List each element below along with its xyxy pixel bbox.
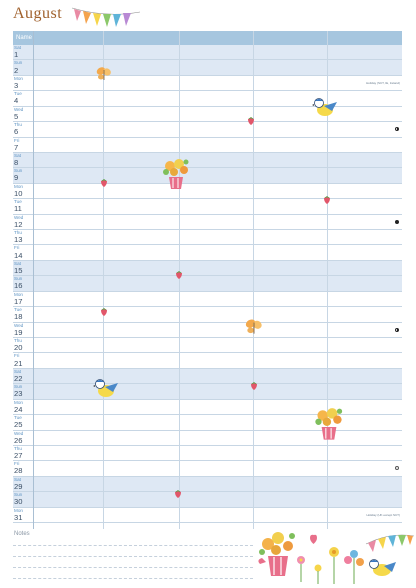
day-row[interactable] bbox=[13, 60, 402, 75]
weekday-label: Thu bbox=[14, 445, 22, 451]
day-row[interactable] bbox=[13, 384, 402, 399]
weekday-label: Mon bbox=[14, 399, 23, 405]
weekday-label: Sat bbox=[14, 45, 21, 50]
date-number: 3 bbox=[14, 80, 19, 90]
weekday-label: Tue bbox=[14, 307, 22, 313]
holiday-note: Holiday (UK except SCT) bbox=[366, 512, 400, 517]
day-label bbox=[14, 431, 33, 445]
day-row[interactable] bbox=[13, 461, 402, 476]
day-label bbox=[14, 477, 33, 491]
weekday-label: Tue bbox=[14, 91, 22, 97]
date-number: 11 bbox=[14, 204, 22, 214]
flower-pot-icon bbox=[310, 406, 348, 446]
date-number: 10 bbox=[14, 188, 23, 198]
day-label bbox=[14, 184, 33, 198]
strawberry-icon bbox=[100, 308, 108, 316]
day-label bbox=[14, 338, 33, 352]
day-label bbox=[14, 60, 33, 74]
day-row[interactable] bbox=[13, 168, 402, 183]
day-row[interactable] bbox=[13, 245, 402, 260]
day-row[interactable] bbox=[13, 492, 402, 507]
column-divider bbox=[33, 31, 34, 529]
day-label bbox=[14, 446, 33, 460]
day-row[interactable] bbox=[13, 369, 402, 384]
column-header-row bbox=[13, 31, 402, 45]
day-label bbox=[14, 215, 33, 229]
notes-line[interactable] bbox=[13, 578, 253, 579]
weekday-label: Thu bbox=[14, 230, 22, 236]
column-divider bbox=[103, 31, 104, 529]
date-number: 31 bbox=[14, 512, 23, 522]
day-label bbox=[14, 107, 33, 121]
name-header: Name bbox=[16, 35, 33, 41]
date-number: 13 bbox=[14, 235, 23, 245]
notes-label: Notes bbox=[14, 531, 30, 537]
day-label bbox=[14, 353, 33, 367]
day-row[interactable] bbox=[13, 477, 402, 492]
butterfly-icon bbox=[244, 317, 264, 337]
weekday-label: Wed bbox=[14, 106, 24, 112]
weekday-label: Sat bbox=[14, 368, 21, 374]
weekday-label: Fri bbox=[14, 137, 20, 143]
date-number: 29 bbox=[14, 481, 23, 491]
strawberry-icon bbox=[175, 271, 183, 279]
date-number: 22 bbox=[14, 373, 23, 383]
day-row[interactable] bbox=[13, 261, 402, 276]
day-row[interactable] bbox=[13, 338, 402, 353]
day-row[interactable] bbox=[13, 230, 402, 245]
day-label bbox=[14, 323, 33, 337]
strawberry-icon bbox=[100, 179, 108, 187]
day-label bbox=[14, 168, 33, 182]
day-row[interactable] bbox=[13, 199, 402, 214]
date-number: 1 bbox=[14, 50, 19, 60]
weekday-label: Wed bbox=[14, 214, 24, 220]
flower-pot-icon bbox=[161, 157, 191, 195]
day-label bbox=[14, 199, 33, 213]
date-number: 24 bbox=[14, 404, 23, 414]
planner-grid bbox=[13, 31, 402, 523]
weekday-label: Sun bbox=[14, 60, 23, 66]
notes-line[interactable] bbox=[13, 556, 253, 557]
date-number: 7 bbox=[14, 142, 19, 152]
day-row[interactable] bbox=[13, 138, 402, 153]
day-label bbox=[14, 91, 33, 105]
day-label bbox=[14, 122, 33, 136]
weekday-label: Sun bbox=[14, 492, 23, 498]
date-number: 20 bbox=[14, 343, 23, 353]
date-number: 19 bbox=[14, 327, 23, 337]
day-label bbox=[14, 369, 33, 383]
weekday-label: Fri bbox=[14, 353, 20, 359]
moon-phase-half-icon bbox=[395, 328, 399, 332]
moon-phase-full-icon bbox=[395, 220, 399, 224]
day-row[interactable] bbox=[13, 292, 402, 307]
strawberry-icon bbox=[247, 117, 255, 125]
blue-tit-bird-icon bbox=[92, 377, 120, 401]
day-row[interactable] bbox=[13, 122, 402, 137]
day-label bbox=[14, 307, 33, 321]
weekday-label: Tue bbox=[14, 415, 22, 421]
month-title: August bbox=[13, 5, 63, 22]
date-number: 27 bbox=[14, 451, 23, 461]
day-label bbox=[14, 153, 33, 167]
weekday-label: Tue bbox=[14, 199, 22, 205]
weekday-label: Thu bbox=[14, 122, 22, 128]
day-label bbox=[14, 245, 33, 259]
date-number: 14 bbox=[14, 250, 23, 260]
garden-illustration bbox=[256, 524, 414, 586]
date-number: 16 bbox=[14, 281, 23, 291]
day-row[interactable] bbox=[13, 353, 402, 368]
moon-phase-new-icon bbox=[395, 466, 399, 470]
weekday-label: Sat bbox=[14, 260, 21, 266]
column-divider bbox=[253, 31, 254, 529]
weekday-label: Sat bbox=[14, 152, 21, 158]
weekday-label: Wed bbox=[14, 322, 24, 328]
weekday-label: Thu bbox=[14, 338, 22, 344]
holiday-note: Holiday (SCT, IE, Ireland) bbox=[366, 80, 400, 85]
day-label bbox=[14, 415, 33, 429]
day-row[interactable] bbox=[13, 184, 402, 199]
notes-line[interactable] bbox=[13, 545, 253, 546]
date-number: 6 bbox=[14, 127, 19, 137]
weekday-label: Mon bbox=[14, 291, 23, 297]
day-label bbox=[14, 492, 33, 506]
day-label bbox=[14, 400, 33, 414]
column-divider bbox=[179, 31, 180, 529]
date-number: 15 bbox=[14, 266, 23, 275]
moon-phase-half-icon bbox=[395, 127, 399, 131]
weekday-label: Fri bbox=[14, 461, 20, 467]
date-number: 23 bbox=[14, 389, 23, 399]
day-label bbox=[14, 230, 33, 244]
strawberry-icon bbox=[174, 490, 182, 498]
weekday-label: Mon bbox=[14, 183, 23, 189]
date-number: 18 bbox=[14, 312, 23, 322]
day-label bbox=[14, 45, 33, 59]
day-label bbox=[14, 76, 33, 90]
day-row[interactable] bbox=[13, 153, 402, 168]
bunting-decoration bbox=[70, 2, 142, 34]
weekday-label: Fri bbox=[14, 245, 20, 251]
weekday-label: Mon bbox=[14, 75, 23, 81]
date-number: 26 bbox=[14, 435, 23, 445]
date-number: 30 bbox=[14, 497, 23, 507]
day-row[interactable] bbox=[13, 508, 402, 523]
weekday-label: Sun bbox=[14, 168, 23, 174]
weekday-label: Sun bbox=[14, 276, 23, 282]
date-number: 5 bbox=[14, 111, 19, 121]
weekday-label: Sat bbox=[14, 476, 21, 482]
day-label bbox=[14, 261, 33, 275]
date-number: 4 bbox=[14, 96, 19, 106]
weekday-label: Sun bbox=[14, 384, 23, 390]
strawberry-icon bbox=[250, 382, 258, 390]
day-label bbox=[14, 384, 33, 398]
day-rows bbox=[13, 45, 402, 523]
date-number: 12 bbox=[14, 219, 23, 229]
day-row[interactable] bbox=[13, 215, 402, 230]
day-label bbox=[14, 461, 33, 475]
blue-tit-bird-icon bbox=[312, 96, 338, 120]
date-number: 2 bbox=[14, 65, 19, 75]
date-number: 17 bbox=[14, 296, 23, 306]
day-label bbox=[14, 276, 33, 290]
notes-line[interactable] bbox=[13, 567, 253, 568]
date-number: 8 bbox=[14, 158, 19, 168]
date-number: 25 bbox=[14, 420, 23, 430]
day-row[interactable] bbox=[13, 91, 402, 106]
day-row[interactable] bbox=[13, 323, 402, 338]
day-label bbox=[14, 138, 33, 152]
day-row[interactable] bbox=[13, 76, 402, 91]
strawberry-icon bbox=[323, 196, 331, 204]
weekday-label: Mon bbox=[14, 507, 23, 513]
weekday-label: Wed bbox=[14, 430, 24, 436]
day-row[interactable] bbox=[13, 107, 402, 122]
day-row[interactable] bbox=[13, 307, 402, 322]
date-number: 21 bbox=[14, 358, 23, 368]
day-label bbox=[14, 508, 33, 522]
date-number: 9 bbox=[14, 173, 19, 183]
day-row[interactable] bbox=[13, 446, 402, 461]
butterfly-icon bbox=[95, 65, 113, 83]
date-number: 28 bbox=[14, 466, 23, 476]
day-label bbox=[14, 292, 33, 306]
day-row[interactable] bbox=[13, 276, 402, 291]
day-row[interactable] bbox=[13, 45, 402, 60]
